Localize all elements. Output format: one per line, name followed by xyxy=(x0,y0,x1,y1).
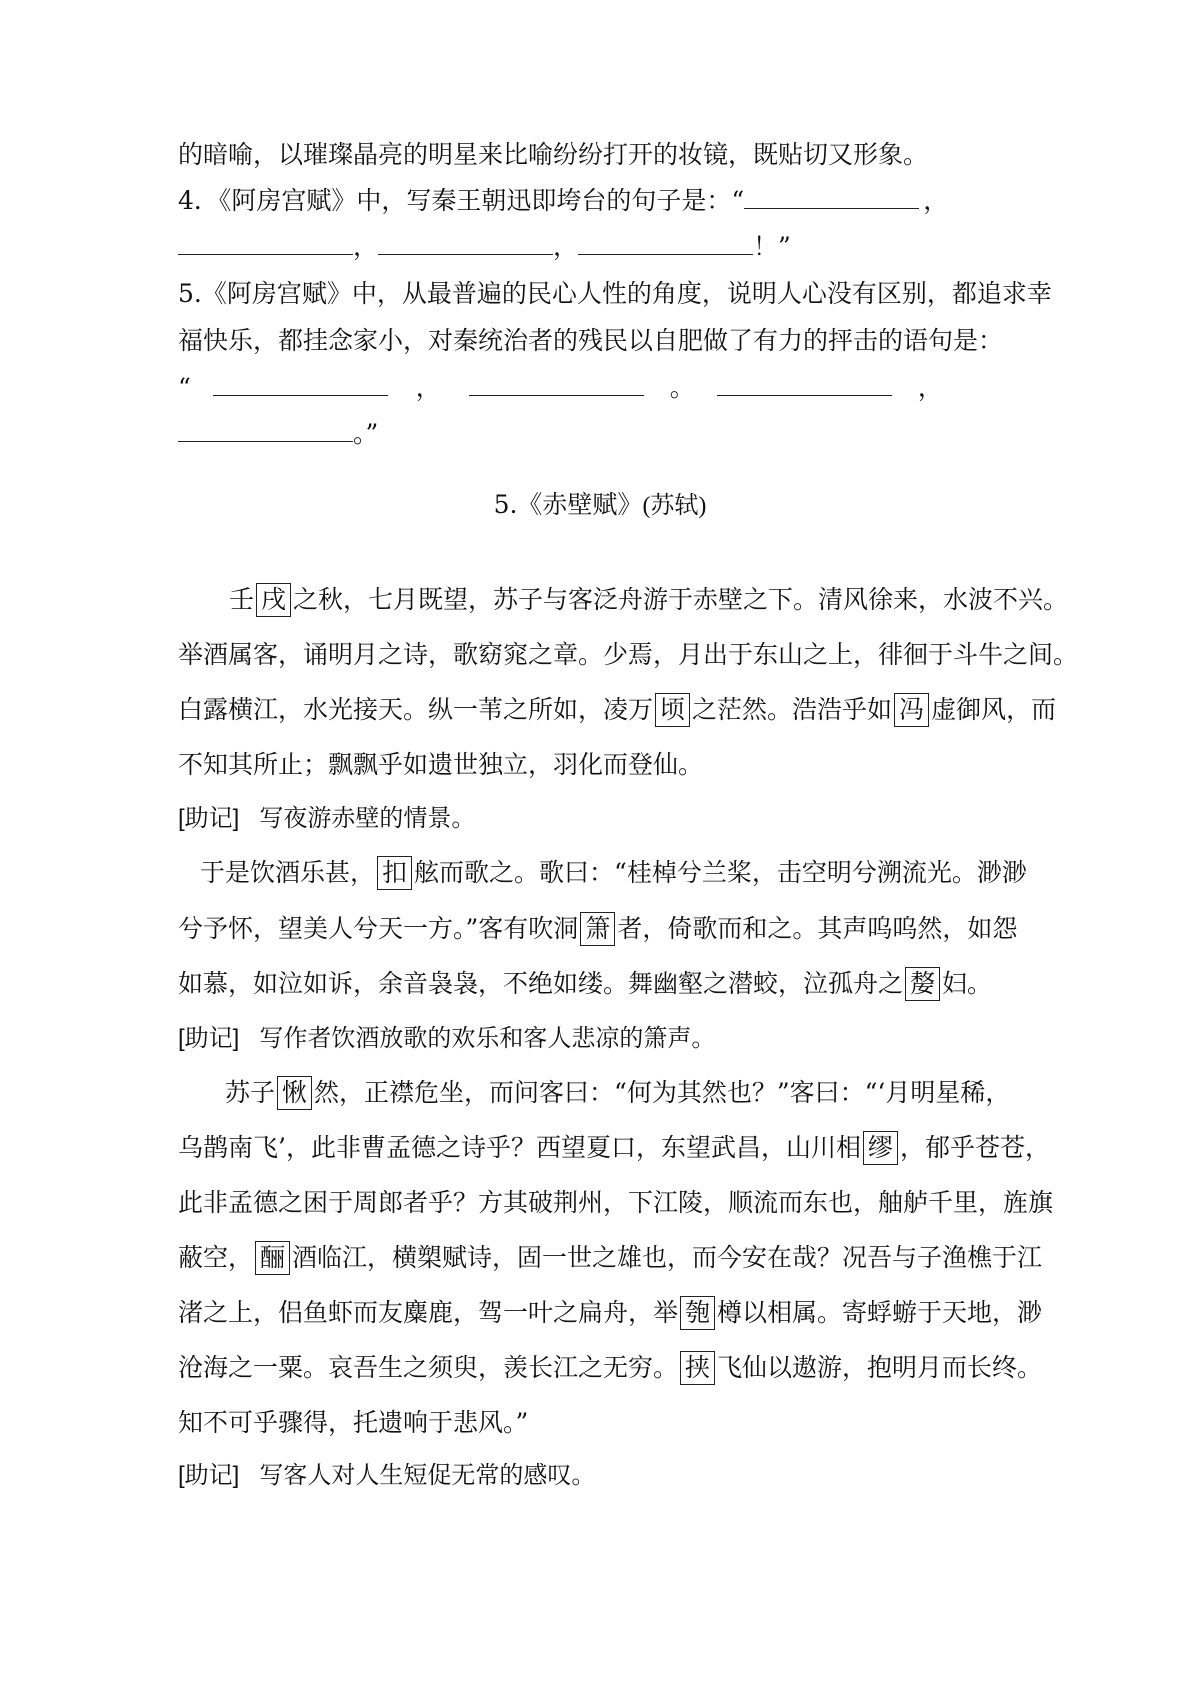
para1-line-4 xyxy=(178,748,703,782)
text: 知不可乎骤得，托遗响于悲风。” xyxy=(178,1408,529,1437)
note-1 xyxy=(178,801,475,836)
question-5-line-4 xyxy=(178,417,378,451)
text: 此非孟德之困于周郎者乎？方其破荆州，下江陵，顺流而东也，舳舻千里，旌旗 xyxy=(178,1188,1054,1217)
text: 然，正襟危坐，而问客曰：“何为其然也？”客曰：“‘月明星稀， xyxy=(314,1078,1011,1107)
text: 妇。 xyxy=(942,969,993,998)
text: 虚御风，而 xyxy=(931,695,1057,724)
answer-blank[interactable] xyxy=(378,232,553,255)
question-4-line-2 xyxy=(178,230,791,264)
para2-line-1 xyxy=(200,856,1027,890)
text: 渚之上，侣鱼虾而友麋鹿，驾一叶之扁舟，举 xyxy=(178,1298,679,1327)
para1-line-3 xyxy=(178,693,1056,727)
note-label: [助记] xyxy=(178,805,240,832)
para2-line-2 xyxy=(178,912,1017,946)
highlighted-char: 匏 xyxy=(680,1296,715,1330)
note-2 xyxy=(178,1021,715,1056)
open-quote: “ xyxy=(178,373,191,402)
para3-line-3 xyxy=(178,1186,1053,1220)
comma: ， xyxy=(923,186,949,215)
comma: ， xyxy=(415,373,441,402)
intro-text: 的暗喻，以璀璨晶亮的明星来比喻纷纷打开的妆镜，既贴切又形象。 xyxy=(178,140,929,169)
text: 樽以相属。寄蜉蝣于天地，渺 xyxy=(717,1298,1043,1327)
question-5-text: 5.《阿房宫赋》中，从最普遍的民心人性的角度，说明人心没有区别，都追求幸 xyxy=(178,279,1052,308)
highlighted-char: 挟 xyxy=(680,1351,715,1385)
highlighted-char: 冯 xyxy=(894,693,929,727)
para3-line-6 xyxy=(178,1351,1042,1385)
highlighted-char: 顷 xyxy=(655,693,690,727)
para3-line-2 xyxy=(178,1131,1050,1165)
question-4-line-1 xyxy=(178,184,948,218)
exclaim-quote: ！” xyxy=(753,232,791,261)
text: 沧海之一粟。哀吾生之须臾，羡长江之无穷。 xyxy=(178,1353,679,1382)
question-5-text: 福快乐，都挂念家小，对秦统治者的残民以自肥做了有力的抨击的语句是： xyxy=(178,326,1004,355)
highlighted-char: 愀 xyxy=(277,1076,312,1110)
text: 举酒属客，诵明月之诗，歌窈窕之章。少焉，月出于东山之上，徘徊于斗牛之间。 xyxy=(178,640,1079,669)
para3-line-7 xyxy=(178,1406,528,1440)
answer-blank[interactable] xyxy=(744,186,919,209)
question-5-line-3 xyxy=(178,371,943,405)
text: 不知其所止；飘飘乎如遗世独立，羽化而登仙。 xyxy=(178,750,704,779)
note-text: 写夜游赤壁的情景。 xyxy=(259,805,476,832)
poem-title: 《赤壁赋》 xyxy=(517,490,643,519)
highlighted-char: 戌 xyxy=(256,583,291,617)
answer-blank[interactable] xyxy=(178,419,353,442)
text: 于是饮酒乐甚， xyxy=(200,858,376,887)
text: 舷而歌之。歌曰：“桂棹兮兰桨，击空明兮溯流光。渺渺 xyxy=(414,858,1027,887)
answer-blank[interactable] xyxy=(469,373,644,396)
question-5-line-1 xyxy=(178,277,1052,311)
text: 壬 xyxy=(229,585,255,614)
text: 之茫然。浩浩乎如 xyxy=(692,695,893,724)
answer-blank[interactable] xyxy=(717,373,892,396)
text: 蔽空， xyxy=(178,1243,254,1272)
highlighted-char: 缪 xyxy=(863,1131,898,1165)
period-quote: 。” xyxy=(353,419,379,448)
answer-blank[interactable] xyxy=(178,232,353,255)
section-title xyxy=(0,488,1200,523)
text: 兮予怀，望美人兮天一方。”客有吹洞 xyxy=(178,914,579,943)
note-text: 写作者饮酒放歌的欢乐和客人悲凉的箫声。 xyxy=(259,1025,716,1052)
poem-author: (苏轼) xyxy=(642,493,707,519)
para1-line-2 xyxy=(178,638,1078,672)
text: 之秋，七月既望，苏子与客泛舟游于赤壁之下。清风徐来，水波不兴。 xyxy=(293,585,1069,614)
para3-line-4 xyxy=(178,1241,1042,1275)
text: 飞仙以遨游，抱明月而长终。 xyxy=(717,1353,1043,1382)
answer-blank[interactable] xyxy=(213,373,388,396)
comma: ， xyxy=(553,232,579,261)
highlighted-char: 扣 xyxy=(377,856,412,890)
note-label: [助记] xyxy=(178,1462,240,1489)
text: 乌鹊南飞’，此非曹孟德之诗乎？西望夏口，东望武昌，山川相 xyxy=(178,1133,861,1162)
comma: ， xyxy=(353,232,379,261)
highlighted-char: 箫 xyxy=(580,912,615,946)
text: 酒临江，横槊赋诗，固一世之雄也，而今安在哉？况吾与子渔樵于江 xyxy=(292,1243,1043,1272)
text: 苏子 xyxy=(225,1078,276,1107)
answer-blank[interactable] xyxy=(578,232,753,255)
para2-line-3 xyxy=(178,967,992,1001)
comma: ， xyxy=(917,373,943,402)
para3-line-1 xyxy=(225,1076,1010,1110)
highlighted-char: 酾 xyxy=(255,1241,290,1275)
intro-line xyxy=(178,138,928,172)
question-4-prompt: 4．《阿房宫赋》中，写秦王朝迅即垮台的句子是：“ xyxy=(178,186,745,215)
highlighted-char: 嫠 xyxy=(905,967,940,1001)
note-3 xyxy=(178,1458,595,1493)
section-number: 5. xyxy=(493,490,518,519)
text: 者，倚歌而和之。其声呜呜然，如怨 xyxy=(617,914,1018,943)
text: 如慕，如泣如诉，余音袅袅，不绝如缕。舞幽壑之潜蛟，泣孤舟之 xyxy=(178,969,904,998)
para1-line-1 xyxy=(229,583,1068,617)
note-label: [助记] xyxy=(178,1025,240,1052)
period: 。 xyxy=(669,373,695,402)
note-text: 写客人对人生短促无常的感叹。 xyxy=(259,1462,596,1489)
para3-line-5 xyxy=(178,1296,1042,1330)
question-5-line-2 xyxy=(178,324,1003,358)
text: 白露横江，水光接天。纵一苇之所如，凌万 xyxy=(178,695,654,724)
text: ，郁乎苍苍， xyxy=(899,1133,1050,1162)
